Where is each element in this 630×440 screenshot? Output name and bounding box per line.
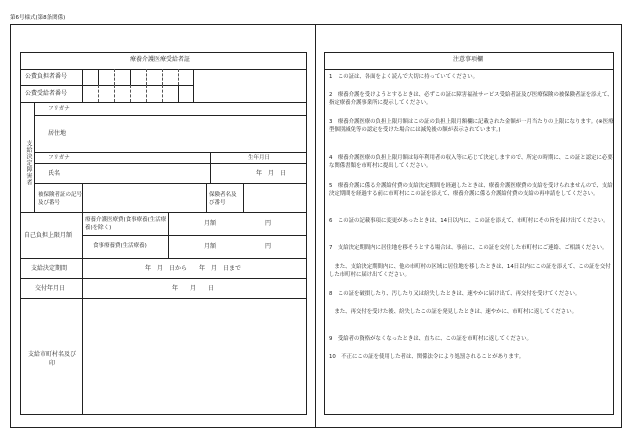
issue-date-label: 交付年月日 — [35, 285, 66, 292]
note-item: 4 療養介護医療の負担上限月額は毎年利用者の収入等に応じて決定しますので、所定の時期に、この証と認定に必要な関係書類を市町村に提出してください。 — [329, 155, 613, 170]
insured-card-label: 被保険者証の記号及び番号 — [38, 192, 83, 206]
medical-fee-label: 療養介護医療費(食事療養(生活療養)を除く) — [85, 217, 167, 231]
note-item: 2 療養介護を受けようとするときは、必ずこの証に障害福祉サービス受給者証及び医療保険の被保険者証を添えて、指定療養介護事業所に提示してください。 — [329, 92, 613, 107]
meal-fee-label: 食事療養費(生活療養) — [93, 243, 147, 249]
note-item: また、支給決定期間内に、他の市町村の区域に居住地を移したときは、14日以内にこの証を添えて、この証を交付した市町村に届け出てください。 — [329, 264, 611, 279]
certificate-title: 療養介護医療受給者証 — [130, 56, 191, 63]
yen-label-1: 円 — [265, 220, 272, 227]
note-item: 1 この証は、各面をよく読んで大切に持っていてください。 — [329, 74, 478, 80]
monthly-amount-label-2: 月額 — [204, 243, 217, 250]
name-label: 氏名 — [48, 170, 61, 177]
birth-date-label: 生年月日 — [248, 155, 271, 161]
decision-period-label: 支給決定期間 — [31, 265, 68, 272]
beneficiary-label: 支給決定障害者 — [25, 140, 32, 186]
decision-period-value: 年 月 日から 年 月 日まで — [145, 265, 242, 272]
note-item: 8 この証を破損したり、汚したり又は紛失したときは、速やかに届け出て、再交付を受けてください。 — [329, 291, 581, 297]
note-item: 3 療養介護医療の負担上限月額はこの証の負担上限月額欄に記載された金額が一月当たりの上限になります。(※医療型個別減免等の認定を受けた場合には減免後の額が表示されています。) — [329, 119, 614, 134]
public-payer-number-label: 公費負担者番号 — [25, 73, 68, 80]
fold-line — [315, 24, 316, 428]
note-item: また、再交付を受けた後、紛失したこの証を発見したときは、速やかに、市町村に返してください。 — [329, 309, 577, 315]
note-item: 6 この証の記載事項に変更があったときは、14日以内に、この証を添えて、市町村にその旨を届け出てください。 — [329, 218, 609, 224]
yen-label-2: 円 — [265, 243, 272, 250]
note-item: 10 不正にこの証を使用した者は、関係法令により処罰されることがあります。 — [329, 354, 525, 360]
note-item: 7 支給決定期間内に居住地を移そうとする場合は、事前に、この証を交付した市町村にご連絡、ご相談ください。 — [329, 245, 608, 251]
furigana-label-1: フリガナ — [48, 106, 70, 112]
birth-date-value: 年 月 日 — [256, 170, 287, 177]
copay-limit-label: 自己負担上限月額 — [24, 232, 73, 239]
public-recipient-number-label: 公費受給者番号 — [25, 90, 68, 97]
note-item: 9 受給者の資格がなくなったときは、直ちに、この証を市町村に返してください。 — [329, 336, 532, 342]
issue-date-value: 年 月 日 — [172, 285, 215, 292]
form-reference: 第6号様式(第8条関係) — [10, 15, 66, 21]
furigana-label-2: フリガナ — [48, 155, 70, 161]
address-label: 居住地 — [48, 130, 67, 137]
municipality-label: 支給市町村名及び印 — [28, 351, 77, 367]
insurer-label: 保険者名及び番号 — [209, 192, 237, 206]
notes-title: 注意事項欄 — [453, 56, 484, 63]
note-item: 5 療養介護に係る介護給付費の支給決定期間を経過したときは、療養介護医療費の支給を受けられませんので、支給決定期間を経過する前に市町村にこの証を添えて、療養介護に係る介護給付費の支給の再申請をしてください。 — [329, 183, 613, 198]
monthly-amount-label-1: 月額 — [204, 220, 217, 227]
